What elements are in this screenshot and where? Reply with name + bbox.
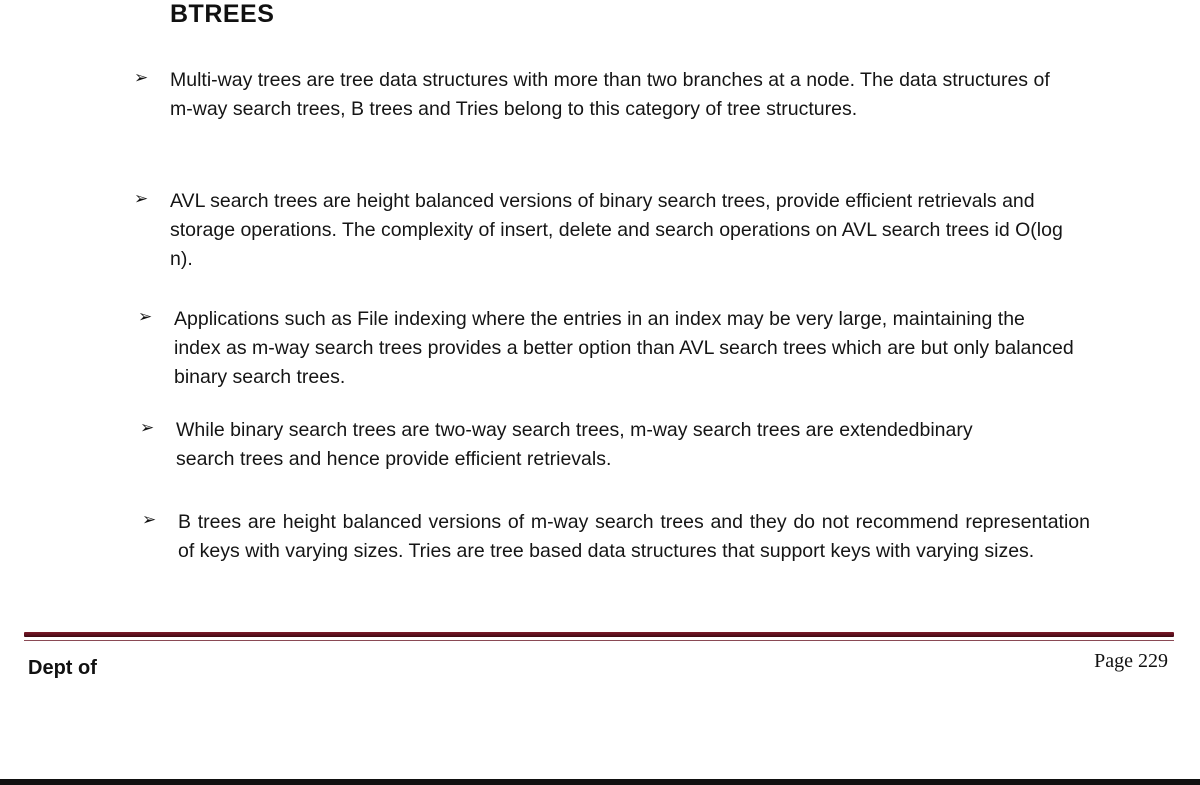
arrow-bullet-icon: ➢ <box>134 68 149 87</box>
arrow-bullet-icon: ➢ <box>138 307 153 326</box>
bullet-text: While binary search trees are two-way search trees, m-way search trees are extendedbinary search trees and hence provide efficient retrievals. <box>176 419 973 470</box>
footer-page-number: Page 229 <box>1094 650 1168 672</box>
footer-department: Dept of <box>28 657 97 679</box>
arrow-bullet-icon: ➢ <box>140 418 155 437</box>
bullet-text: AVL search trees are height balanced versions of binary search trees, provide efficient retrievals and storage operations. The complexity of insert, delete and search operations on AVL search trees id O(log n). <box>170 190 1063 270</box>
bullet-text: Multi-way trees are tree data structures with more than two branches at a node. The data structures of m-way search trees, B trees and Tries belong to this category of tree structures. <box>170 69 1050 120</box>
bullet-text: Applications such as File indexing where the entries in an index may be very large, maintaining the index as m-way search trees provides a better option than AVL search trees which are but only balanced binary search trees. <box>174 308 1074 388</box>
footer-divider <box>24 632 1174 637</box>
bottom-edge-bar <box>0 779 1200 785</box>
arrow-bullet-icon: ➢ <box>142 510 157 529</box>
bullet-text: B trees are height balanced versions of m-way search trees and they do not recommend representation of keys with varying sizes. Tries are tree based data structures that support keys with varying sizes. <box>178 511 1090 562</box>
page-title: BTREES <box>170 0 275 28</box>
arrow-bullet-icon: ➢ <box>134 189 149 208</box>
footer-divider-thin <box>24 640 1174 641</box>
